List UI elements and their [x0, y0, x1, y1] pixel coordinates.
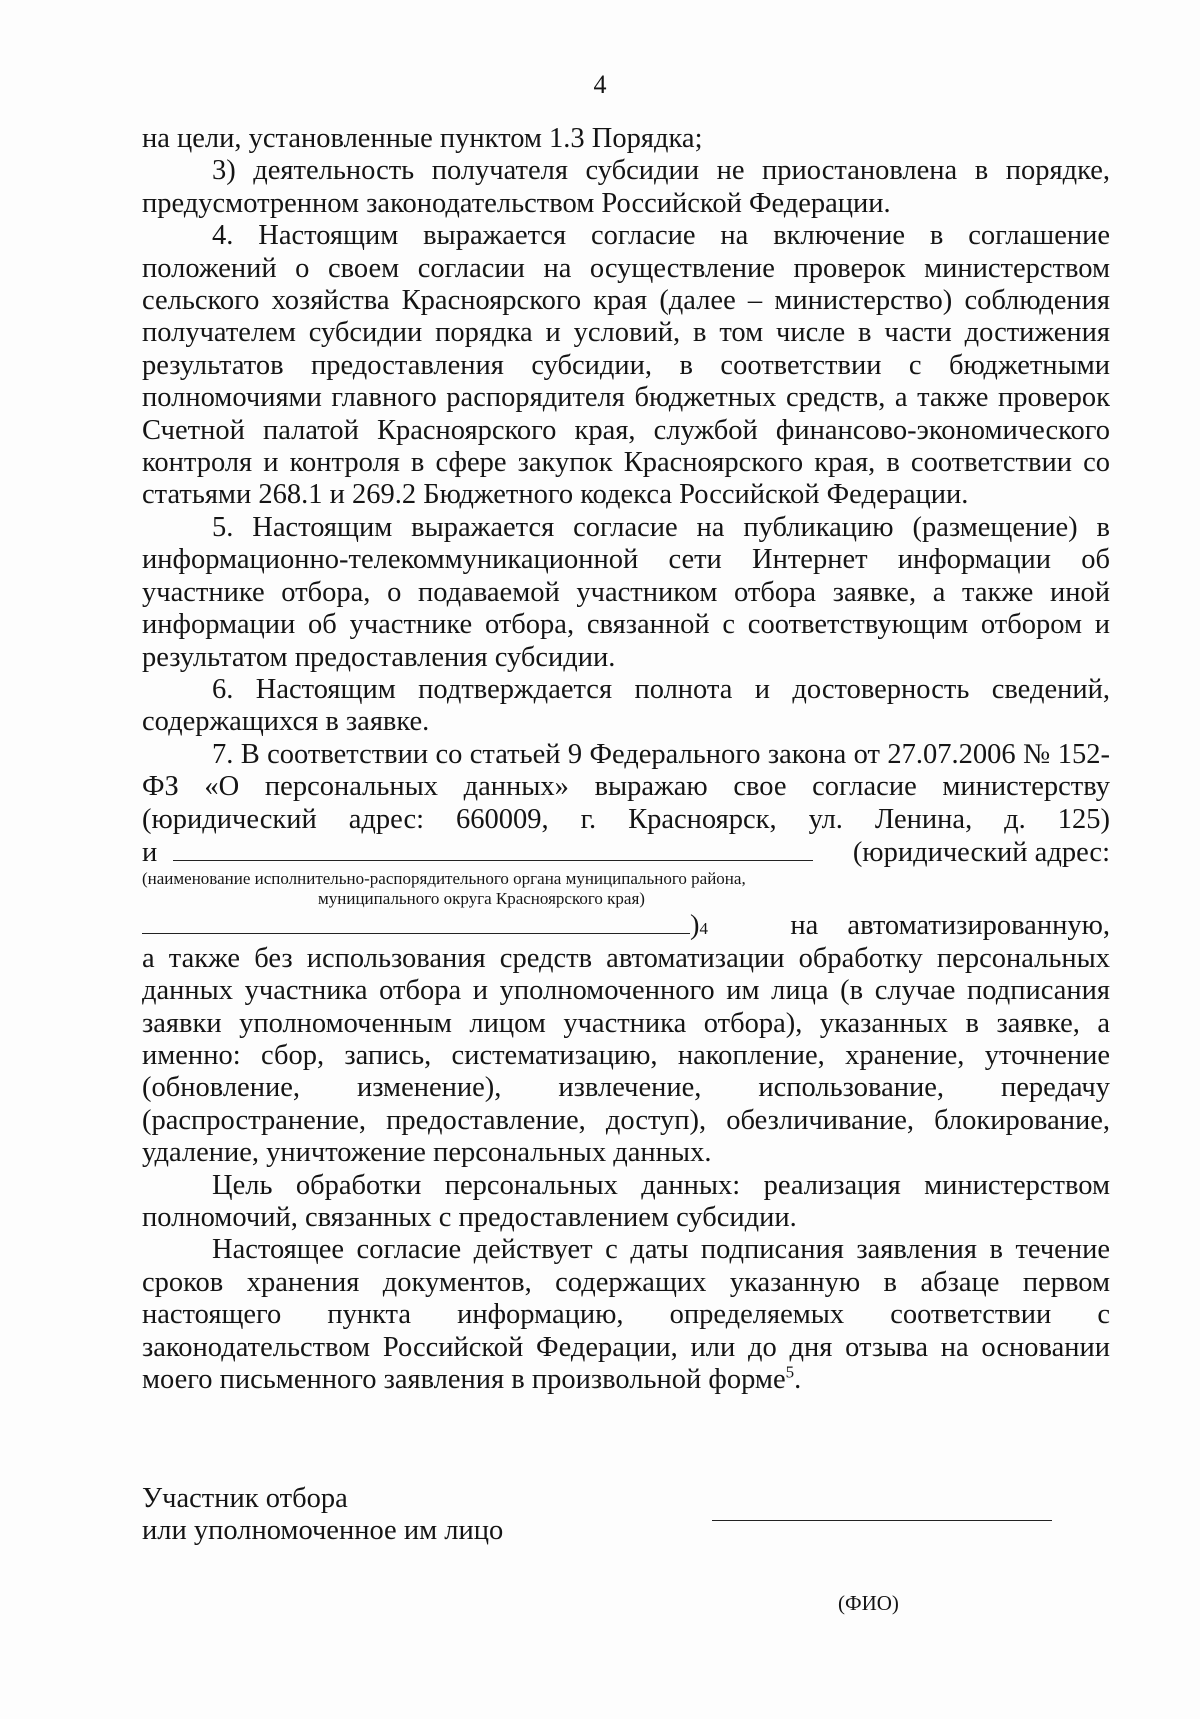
- paragraph-continuation: на цели, установленные пунктом 1.3 Порядка;: [142, 123, 703, 154]
- authority-name-row: [142, 836, 1110, 869]
- validity-end: .: [794, 1364, 802, 1396]
- footnote-ref-5: 5: [785, 1362, 795, 1382]
- validity-text: Настоящее согласие действует с даты подписания заявления в течение сроков хранения документов, содержащих указанную в абзаце первом настоящего пункта информацию, определяемых соответствии с законодательством Российской Федерации, или до дня отзыва на основании моего письменного заявления в произвольной форме: [142, 1234, 1110, 1396]
- paragraph-item-3: 3) деятельность получателя субсидии не приостановлена в порядке, предусмотренном законодательством Российской Федерации.: [142, 155, 1110, 219]
- signature-label-line-1: Участник отбора: [142, 1483, 348, 1514]
- signature-label-line-2: или уполномоченное им лицо: [142, 1515, 504, 1546]
- signature-label: [142, 1483, 503, 1547]
- paragraph-validity: [142, 1234, 1110, 1396]
- paragraph-item-7-intro: 7. В соответствии со статьей 9 Федерального закона от 27.07.2006 № 152-ФЗ «О персональных данных» выражаю свое согласие министерству (юридический адрес: 660009, г. Красноярск, ул. Ленина, д. 125): [142, 738, 1110, 835]
- closing-paren: ): [690, 910, 700, 942]
- signature-blank: [712, 1520, 1052, 1521]
- paragraph-item-5: 5. Настоящим выражается согласие на публикацию (размещение) в информационно-телекоммуникационной сети Интернет информации об участнике отбора, о подаваемой участником отбора заявке, а также иной информации об участнике отбора, связанной с соответствующим отбором и результатом предоставления субсидии.: [142, 511, 1110, 673]
- conjunction-and: и: [142, 836, 158, 868]
- blank-hint-line-2: муниципального округа Красноярского края): [318, 889, 645, 909]
- blank-hint-line-1: (наименование исполнительно-распорядительного органа муниципального района,: [142, 869, 746, 889]
- page-number: 4: [593, 70, 607, 99]
- legal-address-row: ) 4 на автоматизированную,: [142, 909, 1110, 942]
- document-body: [142, 123, 1110, 1396]
- legal-address-blank: [142, 909, 690, 934]
- automated-text: на автоматизированную,: [790, 910, 1110, 942]
- paragraph-item-7-body: а также без использования средств автоматизации обработку персональных данных участника отбора и уполномоченного им лица (в случае подписания заявки уполномоченным лицом участника отбора), указанных в заявке, а именно: сбор, запись, систематизацию, накопление, хранение, уточнение (обновление, изменение), извлечение, использование, передачу (распространение, предоставление, доступ), обезличивание, блокирование, удаление, уничтожение персональных данных.: [142, 942, 1110, 1169]
- paragraph-purpose: Цель обработки персональных данных: реализация министерством полномочий, связанных с предоставлением субсидии.: [142, 1169, 1110, 1233]
- paragraph-item-6: 6. Настоящим подтверждается полнота и достоверность сведений, содержащихся в заявке.: [142, 673, 1110, 738]
- paragraph-item-4: 4. Настоящим выражается согласие на включение в соглашение положений о своем согласии на осуществление проверок министерством сельского хозяйства Красноярского края (далее – министерство) соблюдения получателем субсидии порядка и условий, в том числе в части достижения результатов предоставления субсидии, в соответствии с бюджетными полномочиями главного распорядителя бюджетных средств, а также проверок Счетной палатой Красноярского края, службой финансово-экономического контроля и контроля в сфере закупок Красноярского края, в соответствии со статьями 268.1 и 269.2 Бюджетного кодекса Российской Федерации.: [142, 220, 1110, 511]
- authority-name-blank: [173, 836, 813, 861]
- fio-caption: (ФИО): [838, 1591, 899, 1615]
- legal-address-label: (юридический адрес:: [852, 836, 1110, 868]
